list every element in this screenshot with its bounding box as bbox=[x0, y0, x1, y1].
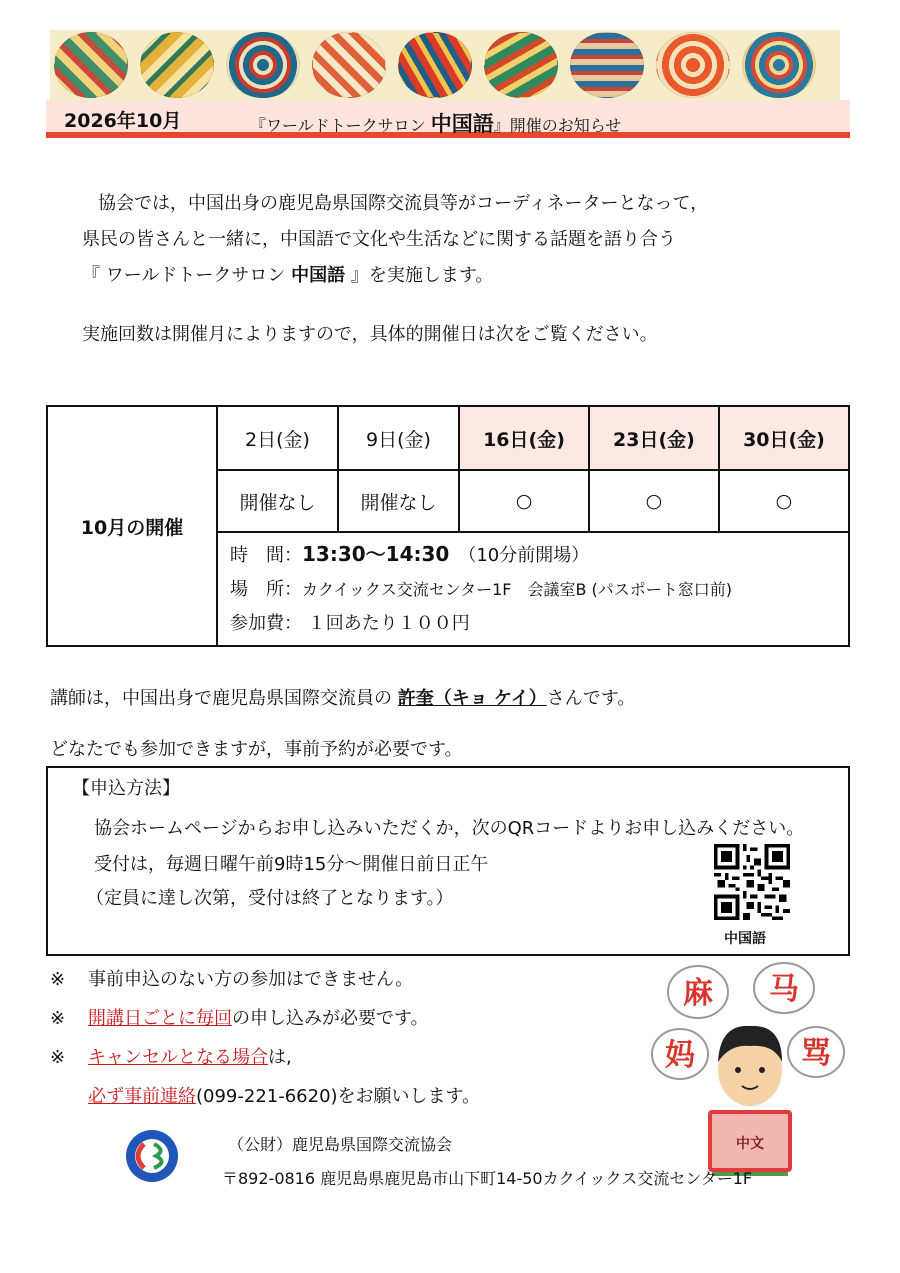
svg-text:麻: 麻 bbox=[683, 976, 713, 1011]
pattern-ball-1 bbox=[54, 32, 128, 98]
application-box bbox=[46, 766, 850, 956]
lecturer-line: 講師は，中国出身で鹿児島県国際交流員の 許奎（キョ ケイ）さんです。 bbox=[50, 688, 636, 709]
day-header: 30日(金) bbox=[719, 406, 849, 470]
day-header: 9日(金) bbox=[338, 406, 459, 470]
intro-line-2: 県民の皆さんと一緒に，中国語で文化や生活などに関する話題を語り合う bbox=[82, 229, 676, 250]
student-reading-illustration bbox=[650, 962, 850, 1176]
speech-bubble-horse bbox=[754, 963, 814, 1013]
day-status: ○ bbox=[719, 470, 849, 532]
application-heading: 【申込方法】 bbox=[72, 778, 180, 799]
schedule-table bbox=[46, 405, 850, 647]
svg-text:妈: 妈 bbox=[665, 1038, 695, 1073]
speech-bubble-ma bbox=[668, 966, 728, 1018]
day-status: ○ bbox=[589, 470, 719, 532]
lecturer-name: 許奎（キョ ケイ） bbox=[397, 688, 547, 709]
day-status: 開催なし bbox=[338, 470, 459, 532]
day-status: 開催なし bbox=[217, 470, 338, 532]
intro-line-3: 『 ワールドトークサロン 中国語 』を実施します。 bbox=[82, 265, 494, 286]
day-status: ○ bbox=[459, 470, 589, 532]
day-header: 2日(金) bbox=[217, 406, 338, 470]
note-item: ※ 開講日ごとに毎回の申し込みが必要です。 bbox=[50, 1008, 429, 1029]
pattern-ball-6 bbox=[484, 32, 558, 98]
speech-bubble-scold bbox=[788, 1027, 844, 1077]
organization-logo bbox=[124, 1128, 180, 1184]
schedule-note: 実施回数は開催月によりますので，具体的開催日は次をご覧ください。 bbox=[82, 324, 658, 345]
reservation-note: どなたでも参加できますが，事前予約が必要です。 bbox=[50, 739, 463, 760]
note-item: ※ キャンセルとなる場合は, bbox=[50, 1047, 292, 1068]
application-line-3: （定員に達し次第，受付は終了となります。） bbox=[86, 888, 454, 909]
day-header: 16日(金) bbox=[459, 406, 589, 470]
day-header: 23日(金) bbox=[589, 406, 719, 470]
application-line-2: 受付は，毎週日曜午前9時15分～開催日前日正午 bbox=[94, 854, 489, 875]
pattern-ball-8 bbox=[656, 32, 730, 98]
event-details bbox=[217, 532, 849, 646]
qr-label: 中国語 bbox=[724, 931, 766, 947]
notes-list bbox=[50, 960, 480, 1116]
svg-text:马: 马 bbox=[769, 972, 799, 1007]
svg-text:骂: 骂 bbox=[801, 1036, 831, 1071]
pattern-ball-7 bbox=[570, 32, 644, 98]
speech-bubble-mother bbox=[652, 1029, 708, 1079]
organization-address: 〒892-0816 鹿児島県鹿児島市山下町14-50カクイックス交流センター1F bbox=[222, 1169, 753, 1188]
place-row: 場 所：カクイックス交流センター1F 会議室B (パスポート窓口前) bbox=[230, 579, 733, 600]
notice-date: 2026年10月 bbox=[64, 110, 182, 132]
fee-row: 参加費： １回あたり１００円 bbox=[230, 613, 470, 634]
note-item: ※ 事前申込のない方の参加はできません。 bbox=[50, 969, 414, 990]
decorative-pattern-strip bbox=[50, 30, 840, 100]
notice-title: 『ワールドトークサロン 中国語』開催のお知らせ bbox=[250, 112, 622, 136]
title-bar bbox=[46, 100, 850, 138]
organization-name: （公財）鹿児島県国際交流協会 bbox=[228, 1135, 453, 1154]
pattern-ball-9 bbox=[742, 32, 816, 98]
pattern-ball-4 bbox=[312, 32, 386, 98]
application-line-1: 協会ホームページからお申し込みいただくか，次のQRコードよりお申し込みください。 bbox=[94, 818, 805, 839]
month-label: 10月の開催 bbox=[47, 406, 217, 646]
time-row: 時 間：13:30～14:30 （10分前開場） bbox=[230, 542, 590, 566]
pattern-ball-3 bbox=[226, 32, 300, 98]
intro-paragraph bbox=[82, 186, 708, 294]
pattern-ball-5 bbox=[398, 32, 472, 98]
svg-text:中文: 中文 bbox=[736, 1136, 764, 1152]
intro-line-1: 協会では，中国出身の鹿児島県国際交流員等がコーディネーターとなって， bbox=[98, 193, 709, 214]
qr-code[interactable] bbox=[710, 844, 794, 920]
pattern-ball-2 bbox=[140, 32, 214, 98]
note-item: 必ず事前連絡(099-221-6620)をお願いします。 bbox=[88, 1086, 481, 1107]
